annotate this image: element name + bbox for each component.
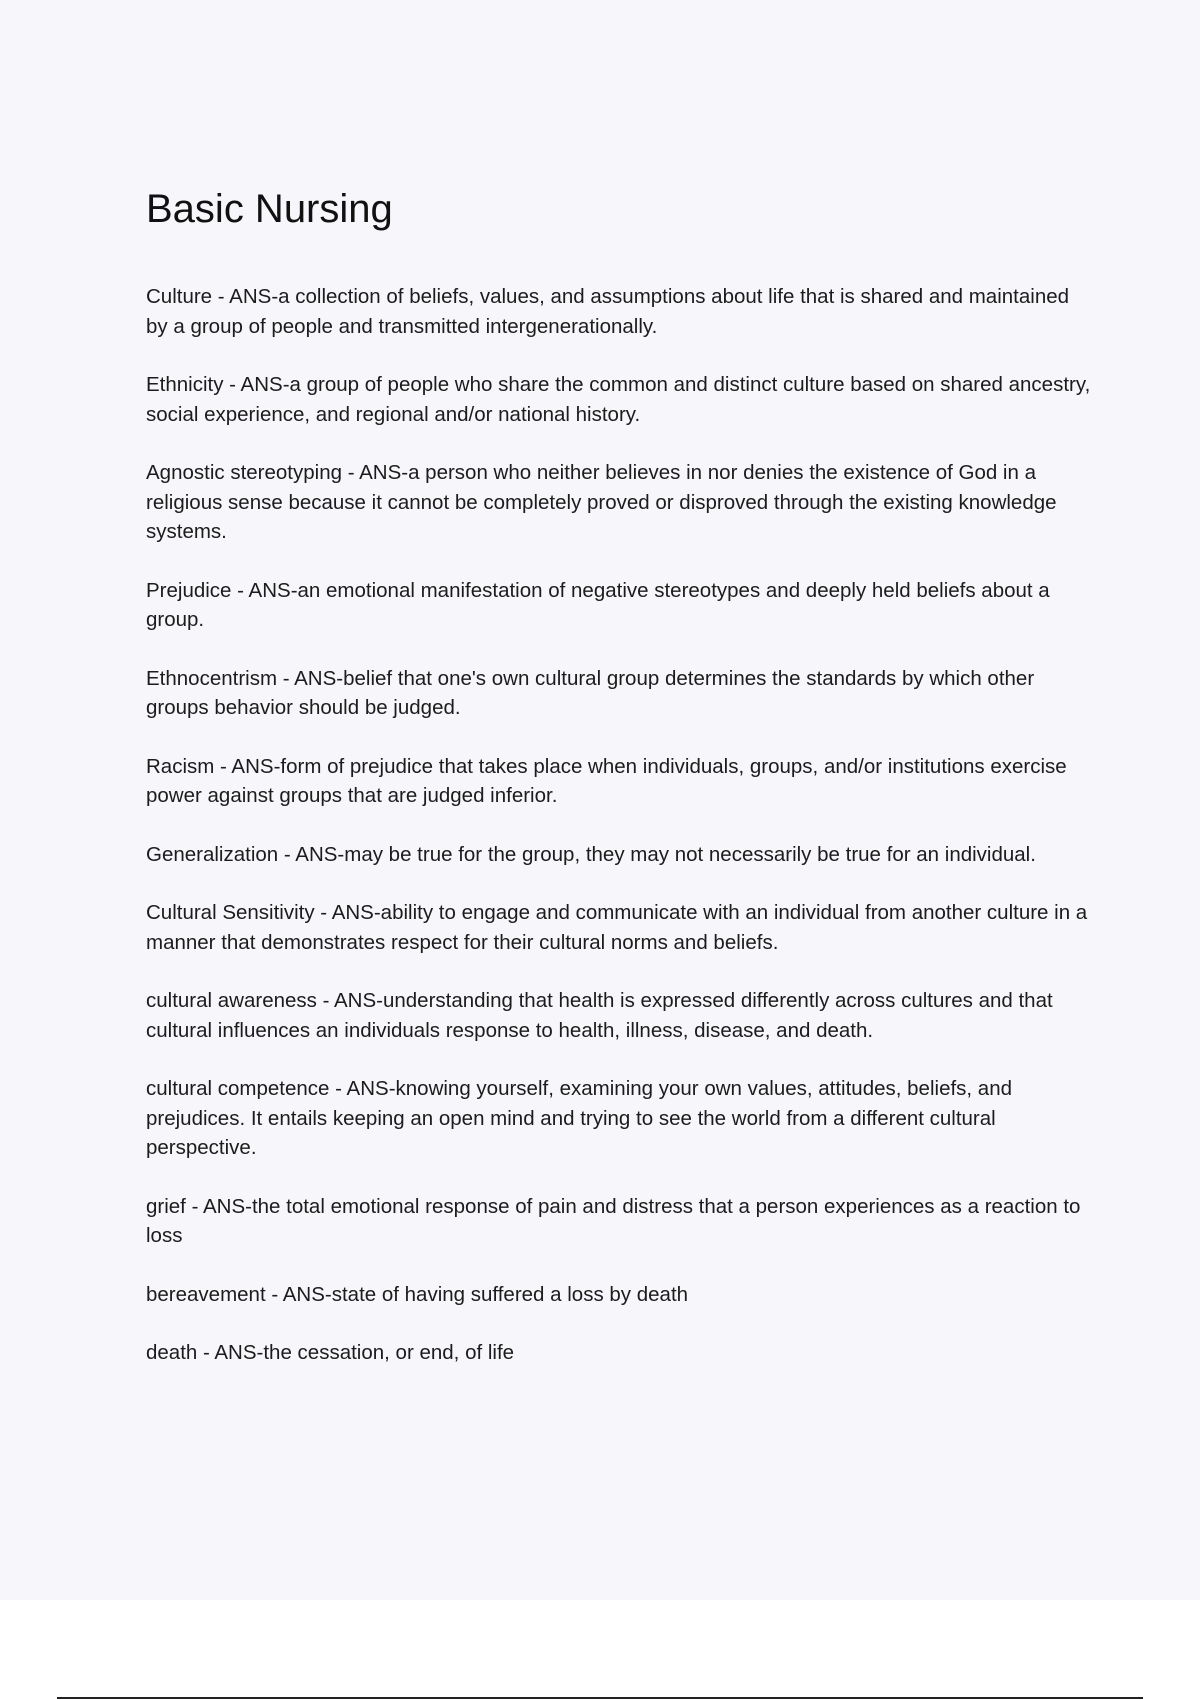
entry-racism: Racism - ANS-form of prejudice that takes place when individuals, groups, and/or institutions exercise power against groups that are judged inferior. — [146, 754, 1067, 807]
entry-ethnicity: Ethnicity - ANS-a group of people who share the common and distinct culture based on shared ancestry, social experience, and regional and/or national history. — [146, 373, 1091, 426]
entry-bereavement: bereavement - ANS-state of having suffered a loss by death — [146, 1282, 689, 1306]
entry-cultural-competence: cultural competence - ANS-knowing yourself, examining your own values, attitudes, beliefs, and prejudices. It entails keeping an open mind and trying to see the world from a different cultural perspective. — [146, 1077, 1013, 1159]
page-divider — [57, 1697, 1143, 1699]
entry-cultural-sensitivity: Cultural Sensitivity - ANS-ability to engage and communicate with an individual from another culture in a manner that demonstrates respect for their cultural norms and beliefs. — [146, 901, 1088, 954]
entry-agnostic-stereotyping: Agnostic stereotyping - ANS-a person who neither believes in nor denies the existence of God in a religious sense because it cannot be completely proved or disproved through the existing knowledge systems. — [146, 461, 1057, 543]
entry-grief: grief - ANS-the total emotional response of pain and distress that a person experiences as a reaction to loss — [146, 1194, 1081, 1247]
entry-cultural-awareness: cultural awareness - ANS-understanding that health is expressed differently across cultures and that cultural influences an individuals response to health, illness, disease, and death. — [146, 989, 1053, 1042]
document-title: Basic Nursing — [146, 187, 393, 231]
entry-generalization: Generalization - ANS-may be true for the group, they may not necessarily be true for an individual. — [146, 842, 1036, 866]
entry-prejudice: Prejudice - ANS-an emotional manifestation of negative stereotypes and deeply held beliefs about a group. — [146, 578, 1050, 631]
entry-culture: Culture - ANS-a collection of beliefs, values, and assumptions about life that is shared and maintained by a group of people and transmitted intergenerationally. — [146, 285, 1070, 338]
entry-ethnocentrism: Ethnocentrism - ANS-belief that one's own cultural group determines the standards by which other groups behavior should be judged. — [146, 666, 1035, 719]
entry-death: death - ANS-the cessation, or end, of life — [146, 1341, 515, 1364]
document-content — [146, 182, 1096, 1397]
